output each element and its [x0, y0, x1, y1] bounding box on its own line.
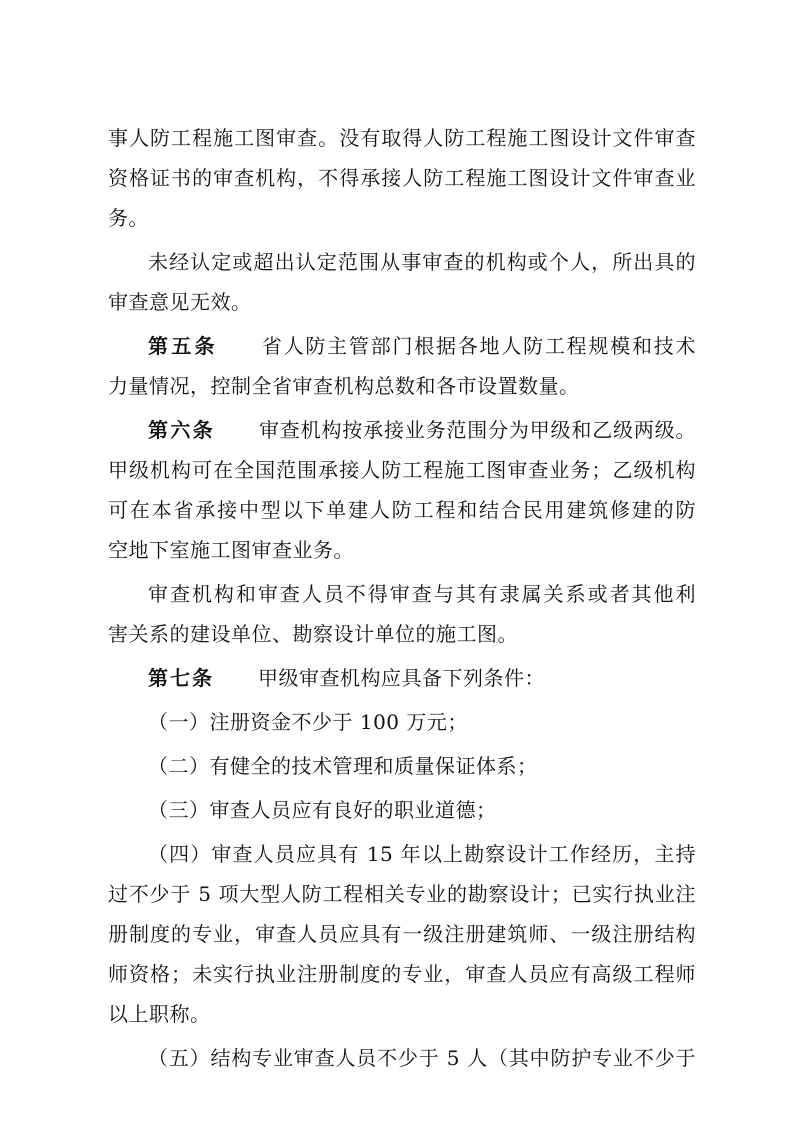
- text-line: 审查意见无效。: [108, 290, 252, 314]
- text-line: 害关系的建设单位、勘察设计单位的施工图。: [108, 622, 518, 646]
- text-line: [108, 658, 696, 698]
- article-number: 第六条: [148, 418, 215, 442]
- article-text: 甲级审查机构应具备下列条件：: [258, 666, 545, 690]
- text-line: （五）结构专业审查人员不少于 5 人（其中防护专业不少于: [148, 1046, 696, 1070]
- text-line: 力量情况，控制全省审查机构总数和各市设置数量。: [108, 374, 580, 398]
- text-line: 资格证书的审查机构，不得承接人防工程施工图设计文件审查业: [108, 166, 696, 190]
- text-line: 空地下室施工图审查业务。: [108, 538, 354, 562]
- article-text: 省人防主管部门根据各地人防工程规模和技术: [261, 334, 697, 358]
- article-text: 审查机构按承接业务范围分为甲级和乙级两级。: [258, 418, 697, 442]
- article-number: 第五条: [148, 334, 218, 358]
- document-body: [108, 118, 696, 1078]
- text-line: [108, 326, 696, 366]
- article-number: 第七条: [148, 666, 214, 690]
- list-item: [108, 834, 696, 1034]
- article-paragraph: [108, 410, 696, 570]
- text-line: [108, 410, 696, 450]
- list-item: [108, 702, 696, 742]
- text-line: 可在本省承接中型以下单建人防工程和结合民用建筑修建的防: [108, 498, 696, 522]
- paragraph: [108, 118, 696, 238]
- paragraph: [108, 574, 696, 654]
- text-line: 过不少于 5 项大型人防工程相关专业的勘察设计；已实行执业注: [108, 882, 696, 906]
- text-line: 师资格；未实行执业注册制度的专业，审查人员应有高级工程师: [108, 962, 696, 986]
- text-line: （二）有健全的技术管理和质量保证体系；: [148, 754, 538, 778]
- text-line: 册制度的专业，审查人员应具有一级注册建筑师、一级注册结构: [108, 922, 696, 946]
- article-paragraph: [108, 326, 696, 406]
- text-line: 甲级机构可在全国范围承接人防工程施工图审查业务；乙级机构: [108, 458, 696, 482]
- list-item: [108, 1038, 696, 1078]
- text-line: 未经认定或超出认定范围从事审查的机构或个人，所出具的: [148, 250, 696, 274]
- text-line: 事人防工程施工图审查。没有取得人防工程施工图设计文件审查: [108, 126, 696, 150]
- paragraph: [108, 242, 696, 322]
- text-line: （一）注册资金不少于 100 万元；: [148, 710, 468, 734]
- text-line: 审查机构和审查人员不得审查与其有隶属关系或者其他利: [148, 582, 696, 606]
- text-line: （三）审查人员应有良好的职业道德；: [148, 798, 497, 822]
- text-line: 以上职称。: [108, 1002, 211, 1026]
- text-line: 务。: [108, 206, 149, 230]
- article-paragraph: [108, 658, 696, 698]
- text-line: （四）审查人员应具有 15 年以上勘察设计工作经历，主持: [148, 842, 696, 866]
- list-item: [108, 790, 696, 830]
- list-item: [108, 746, 696, 786]
